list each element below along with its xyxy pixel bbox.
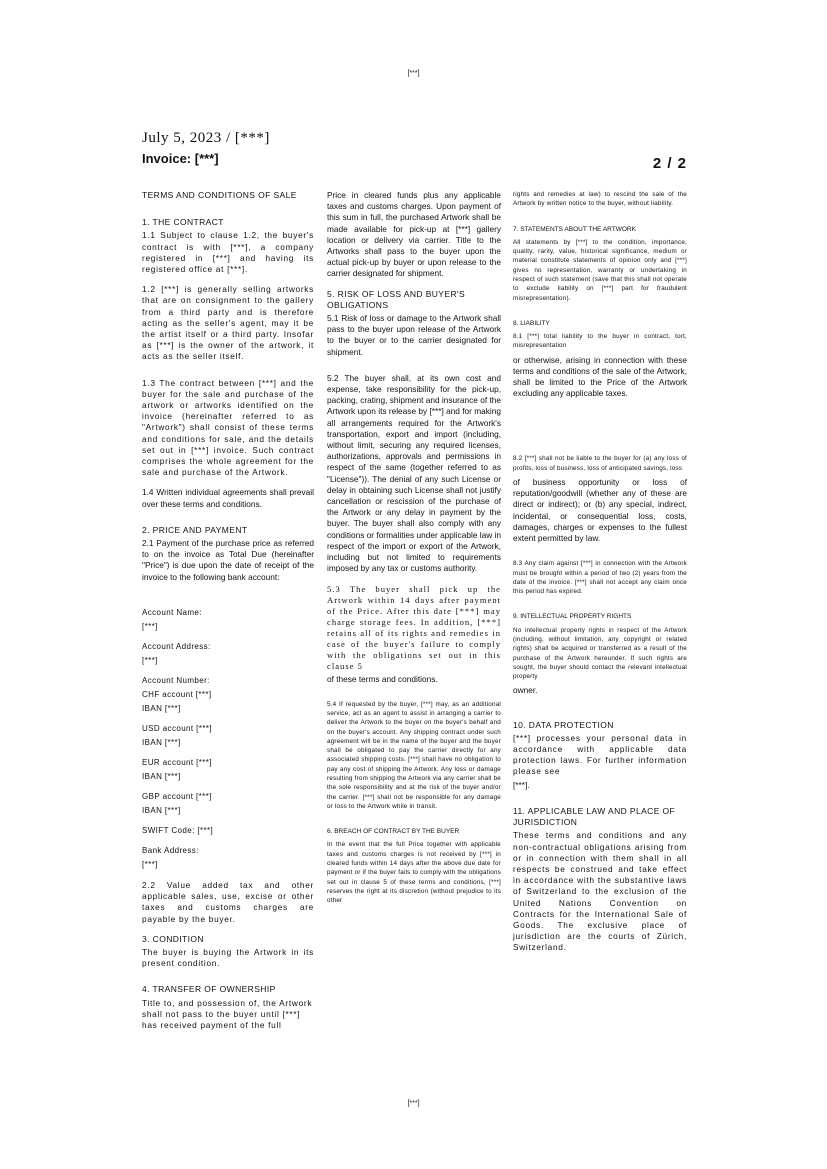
section-9-heading: 9. INTELLECTUAL PROPERTY RIGHTS: [513, 613, 632, 621]
column-1: [142, 190, 314, 1040]
clause-9-continued: owner.: [513, 685, 538, 696]
clause-1-2: 1.2 [***] is generally selling artworks that are on consignment to the gallery from a third party and is therefore acting as the seller's agent, may it be the artist itself or a third party. Insofar as [***] is the owner of the artwork, it acts as the seller itself.: [142, 284, 314, 362]
invoice-date: July 5, 2023 / [***]: [142, 130, 270, 146]
bank-address-value: [***]: [142, 859, 158, 869]
clause-1-3: 1.3 The contract between [***] and the buyer for the sale and purchase of the artwork or artworks identified on the invoice (hereinafter referred to as "Artwork") shall consist of these terms and conditions for sale, and the details set out in [***] invoice. Such contract comprises the whole agreement for the sale and purchase of the Artwork.: [142, 377, 314, 478]
section-5-heading: 5. RISK OF LOSS AND BUYER'S OBLIGATIONS: [327, 288, 466, 310]
clause-3: The buyer is buying the Artwork in its present condition.: [142, 946, 314, 969]
section-7-heading: 7. STATEMENTS ABOUT THE ARTWORK: [513, 225, 636, 233]
section-6-heading: 6. BREACH OF CONTRACT BY THE BUYER: [327, 828, 460, 836]
clause-2-2: 2.2 Value added tax and other applicable sales, use, excise or other taxes and customs charges are payable by the buyer.: [142, 879, 314, 924]
clause-8-2: 8.2 [***] shall not be liable to the buyer for (a) any loss of profits, loss of business, loss of anticipated savings, loss: [513, 455, 687, 472]
bank-account-details: [142, 606, 314, 872]
chf-account: CHF account [***]: [142, 689, 212, 699]
clause-11: These terms and conditions and any non-contractual obligations arising from or in connection with them shall in all respects be construed and take effect in accordance with the substantive laws of Switzerland to the exclusion of the United Nations Convention on Contracts for the International Sale of Goods. The exclusive place of jurisdiction are the courts of Zürich, Switzerland.: [513, 830, 687, 953]
section-11-heading: 11. APPLICABLE LAW AND PLACE OF JURISDICTION: [513, 805, 676, 828]
clause-5-3-continued: of these terms and conditions.: [327, 673, 438, 684]
account-name-value: [***]: [142, 621, 158, 631]
account-number-label: Account Number:: [142, 675, 210, 685]
clause-8-2-continued: of business opportunity or loss of reputation/goodwill (whether any of these are direct or indirect); or (b) any special, indirect, incidental, or consequential loss, costs, damages, charges or expenses to the fullest extent permitted by law.: [513, 477, 687, 544]
column-3: [513, 190, 687, 963]
clause-8-1: 8.1 [***] total liability to the buyer in contract, tort, misrepresentation: [513, 333, 687, 350]
account-name-label: Account Name:: [142, 607, 202, 617]
account-address-value: [***]: [142, 655, 158, 665]
clause-6-continued: rights and remedies at law) to rescind the sale of the Artwork by written notice to the buyer, without liability.: [513, 191, 687, 208]
top-page-mark: [***]: [407, 70, 420, 77]
clause-1-4: 1.4 Written individual agreements shall prevail over these terms and conditions.: [142, 487, 314, 509]
bank-address-label: Bank Address:: [142, 845, 199, 855]
clause-6: In the event that the full Price together with applicable taxes and customs charges is not received by [***] in cleared funds within 14 days after the above due date for payment or if the buyer fails to comply with the obligations set out in clause 5 of these terms and conditions, [***] reserves the right at its discretion (without prejudice to its other: [327, 841, 501, 905]
page-number: 2 / 2: [652, 155, 687, 172]
clause-5-4: 5.4 If requested by the buyer, [***] may, as an additional service, act as an agent to assist in arranging a carrier to deliver the Artwork to the buyer on the buyer's behalf and on the buyer's account. Any shipping contract under such agreement will be in the name of the buyer and the buyer shall be obligated to pay the carrier directly for any associated shipping costs. [***] shall have no obligation to pay any cost of shipping the Artwork. Any loss or damage resulting from shipping the Artwork via any carrier shall be the sole responsibility and at the risk of the buyer and/or the carrier. [***] shall not be responsible for any damage or loss to the Artwork while in transit.: [327, 700, 501, 810]
section-8-heading: 8. LIABILITY: [513, 319, 550, 327]
clause-8-1-continued: or otherwise, arising in connection with these terms and conditions of the sale of the Artwork, shall be limited to the Price of the Artwork excluding any applicable taxes.: [513, 354, 687, 399]
usd-iban: IBAN [***]: [142, 737, 181, 747]
gbp-account: GBP account [***]: [142, 791, 212, 801]
clause-2-1: 2.1 Payment of the purchase price as referred to on the invoice as Total Due (hereinafter "Price") is due upon the date of receipt of the invoice to the following bank account:: [142, 538, 314, 582]
clause-1-1: 1.1 Subject to clause 1.2, the buyer's contract is with [***], a company registered in [***] and having its registered office at [***].: [142, 230, 314, 275]
usd-account: USD account [***]: [142, 723, 212, 733]
chf-iban: IBAN [***]: [142, 703, 181, 713]
clause-10-continued: [***].: [513, 779, 530, 790]
section-10-heading: 10. DATA PROTECTION: [513, 719, 614, 730]
gbp-iban: IBAN [***]: [142, 805, 181, 815]
bottom-page-mark: [***]: [407, 1100, 420, 1107]
swift-code: SWIFT Code: [***]: [142, 825, 214, 835]
column-2: [327, 190, 501, 915]
eur-account: EUR account [***]: [142, 757, 212, 767]
clause-5-1: 5.1 Risk of loss or damage to the Artwork shall pass to the buyer upon release of the Artwork to the buyer or to the carrier designated for shipment.: [327, 313, 501, 357]
clause-5-3: 5.3 The buyer shall pick up the Artwork within 14 days after payment of the Price. After this date [***] may charge storage fees. In addition, [***] retains all of its rights and remedies in case of the buyer's failure to comply with the obligations set out in this clause 5: [327, 583, 501, 671]
clause-10: [***] processes your personal data in accordance with applicable data protection laws. For further information please see: [513, 732, 687, 777]
clause-8-3: 8.3 Any claim against [***] in connection with the Artwork must be brought within a period of two (2) years from the date of the invoice. [***] shall not accept any claim once this period has expired.: [513, 560, 687, 596]
terms-title: TERMS AND CONDITIONS OF SALE: [142, 190, 297, 200]
eur-iban: IBAN [***]: [142, 771, 181, 781]
section-2-heading: 2. PRICE AND PAYMENT: [142, 524, 248, 535]
clause-9: No intellectual property rights in respect of the Artwork (including, without limitation, any copyright or related rights) shall be acquired or transferred as a result of the purchase of the Artwork hereunder. If such rights are sought, the buyer should contact the relevant intellectual property: [513, 626, 687, 681]
clause-5-2: 5.2 The buyer shall, at its own cost and expense, take responsibility for the pick-up, packing, crating, shipment and insurance of the Artwork upon its release by [***] and for making all arrangements required for the Artwork's transportation, export and import (including, without limit, securing any required licenses, authorizations, approvals and permissions in respect of the same (together referred to as "License")). The denial of any such License or delay in obtaining such License shall not justify cancellation or rescission of the purchase of the Artwork or any delay in payment by the buyer. The buyer shall also comply with any conditions or formalities under applicable law in respect of the import or export of the Artwork, including but not limited to requirements imposed by any tax or customs authority.: [327, 372, 501, 574]
clause-4: Title to, and possession of, the Artwork shall not pass to the buyer until [***] has received payment of the full: [142, 997, 313, 1030]
clause-4-continued: Price in cleared funds plus any applicable taxes and customs charges. Upon payment of this sum in full, the purchased Artwork shall be made available for pick-up at [***] gallery location or delivery via carrier. Title to the Artworks shall pass to the buyer upon the actual pick-up by buyer or upon release to the carrier designated for shipment.: [327, 190, 501, 279]
account-address-label: Account Address:: [142, 641, 211, 651]
section-1-heading: 1. THE CONTRACT: [142, 217, 224, 228]
section-3-heading: 3. CONDITION: [142, 933, 204, 944]
invoice-number: Invoice: [***]: [142, 151, 219, 166]
section-4-heading: 4. TRANSFER OF OWNERSHIP: [142, 984, 276, 995]
clause-7: All statements by [***] to the condition, importance, quality, rarity, value, historical significance, medium or material constitute statements of opinion only and [***] gives no representation, warranty or undertaking in respect of such statement (save that this shall not operate to exclude liability on [***] part for fraudulent misrepresentation).: [513, 238, 687, 302]
